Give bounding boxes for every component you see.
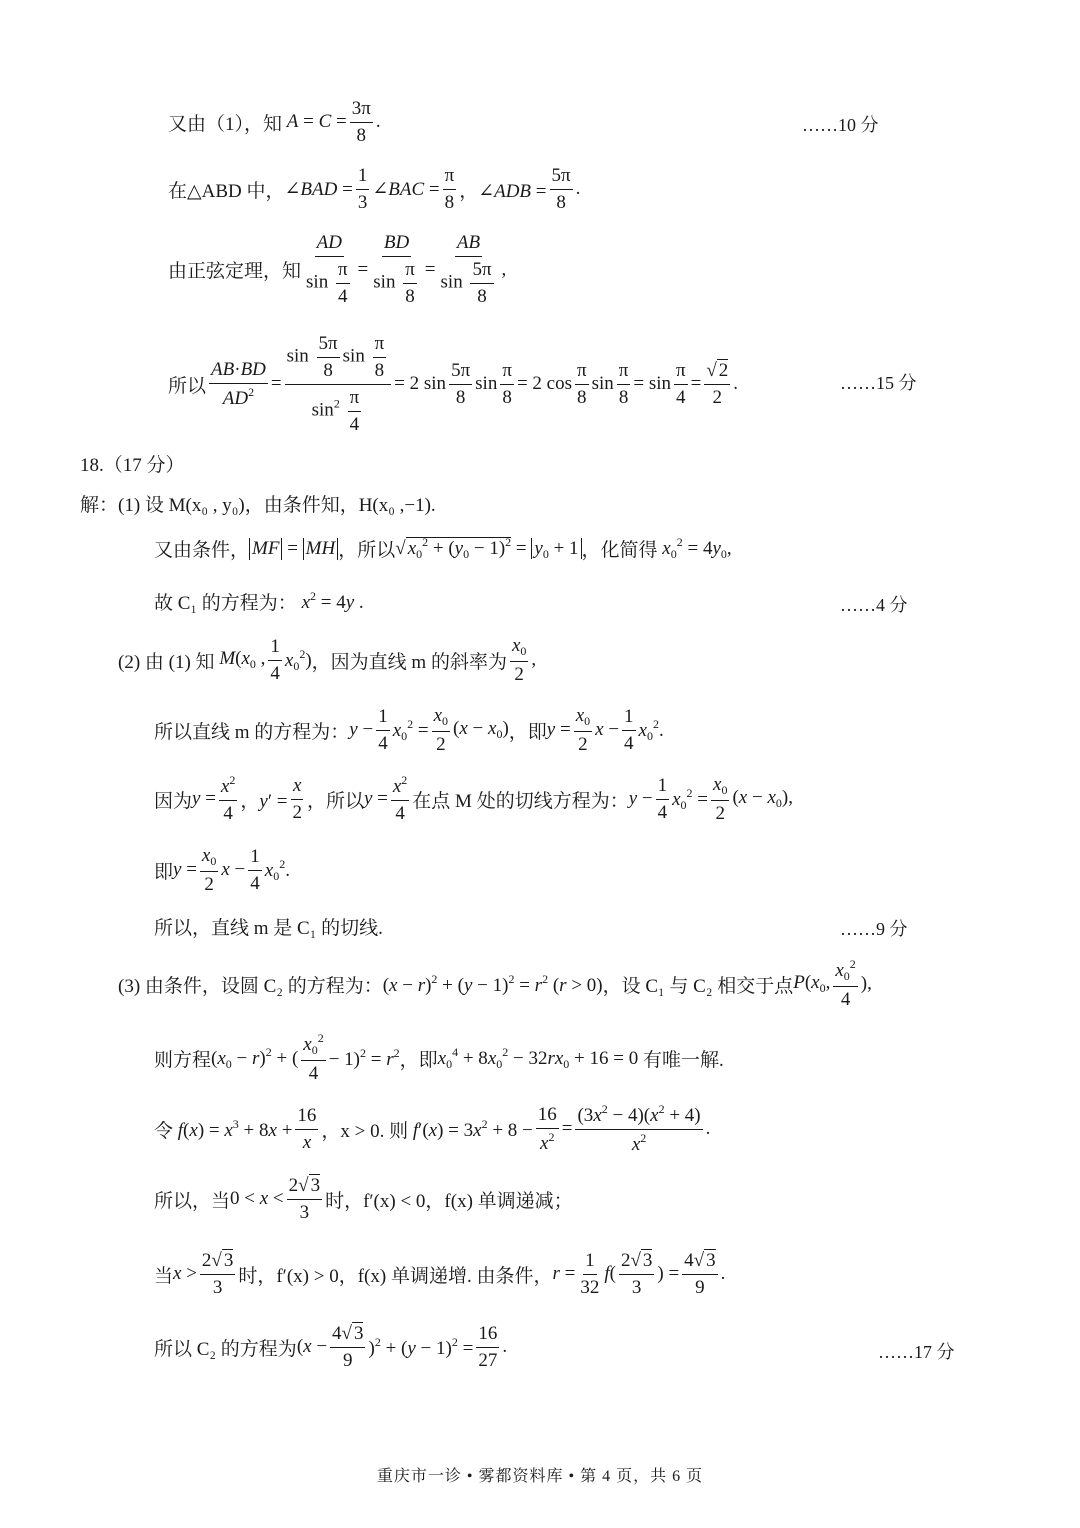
q18-p2-line-2: 所以直线 m 的方程为： y − $\frac{1}{4}$ $x_0^2$ = $\frac{x_0}{2}$ $(x - x_0)$ ，即 y = $\frac{x_0}{2}$ x − $\frac{1}{4}$ $x_0^2$.	[154, 705, 664, 755]
line-2: 在△ABD 中， ∠BAD = $\frac{1}{3}$ ∠BAC = $\frac{\pi}{8}$ ，∠ADB = $\frac{5\pi}{8}$ .	[168, 165, 581, 213]
fraction: $\frac{\pi}{8}$	[576, 359, 587, 408]
text: 当	[154, 1265, 174, 1287]
fraction: $\frac{5\pi}{8}$	[551, 165, 571, 213]
text: 时，f′(x) < 0，f(x) 单调递减；	[325, 1190, 573, 1212]
fraction: $\frac{\pi}{8}$	[618, 359, 629, 408]
fraction: $\frac{x}{2}$	[292, 775, 302, 823]
fraction: $\frac{x_0}{2}$	[433, 705, 449, 755]
page-footer: 重庆市一诊 • 雾都资料库 • 第 4 页，共 6 页	[376, 1468, 704, 1485]
fraction: $\frac{1}{32}$	[580, 1250, 600, 1298]
text: 故 C₁ 的方程为：	[154, 593, 297, 614]
fraction: $\frac{2√ 3}{3}$	[201, 1250, 234, 1298]
fraction: $\frac{(3x^2 - 4)(x^2 + 4)}{x^2}$	[577, 1102, 701, 1155]
line-1: 又由（1），知 A = C = $\frac{3\pi}{8}$ .	[168, 98, 381, 146]
fraction: $\frac{5\pi}{8}$	[451, 359, 471, 408]
q18-p3-line-5: 当 x > $\frac{2√ 3}{3}$ 时，f′(x) > 0，f(x) 单调递增. 由条件， r = $\frac{1}{32}$ f( $\frac{2√ 3}{3}$ ) = $\frac{4√ 3}{9}$ .	[154, 1250, 726, 1298]
fraction: $\frac{1}{4}$	[378, 705, 388, 754]
text: 令	[154, 1120, 174, 1142]
fraction: AD sin $\frac{\pi}{4}$	[306, 232, 348, 307]
text: 则方程	[154, 1049, 212, 1071]
fraction: $\frac{x_0^2}{4}$	[303, 1031, 324, 1084]
text: ，化简得	[581, 540, 658, 561]
fraction: $\frac{x_0}{2}$	[201, 845, 217, 895]
q18-p3-line-1: (3) 由条件，设圆 C₂ 的方程为： $(x - r)^2 + (y - 1)^2 = r^2$ (r > 0) ，设 C₁ 与 C₂ 相交于点 $P(x_0$, $\frac{x_0^2}{4}$ ),	[118, 957, 872, 1010]
fraction: $\frac{x^2}{4}$	[392, 773, 408, 824]
fraction: $\frac{1}{3}$	[357, 165, 368, 213]
text: ，所以	[306, 790, 364, 812]
text: ，即	[399, 1049, 438, 1071]
q18-p3-line-2: 则方程 $(x_0 - r)^2$ + ( $\frac{x_0^2}{4}$ − $1)^2 = r^2$ ，即 $x_0^4 + 8x_0^2 - 32rx_0 + 16 = 0$ 有唯一解.	[154, 1031, 724, 1084]
text: ，x > 0. 则	[321, 1120, 409, 1142]
score-4: ……4 分	[840, 595, 908, 615]
fraction: BD sin $\frac{\pi}{8}$	[373, 232, 415, 307]
fraction: $\frac{2√ 3}{3}$	[288, 1175, 321, 1223]
q18-p2-line-4: 即 y = $\frac{x_0}{2}$ x − $\frac{1}{4}$ $x_0^2$.	[154, 845, 290, 895]
text: ，即	[508, 721, 547, 743]
math: ∠BAD =	[284, 178, 353, 200]
fraction: $\frac{16}{x^2}$	[537, 1104, 557, 1154]
line-3: 由正弦定理，知 AD sin $\frac{\pi}{4}$ = BD sin $\frac{\pi}{8}$ = AB sin $\frac{5\pi}{8}$ ,	[168, 232, 507, 307]
line-4: 所以 $\frac{AB\cdot BD}{AD^2}$ = sin $\frac{5\pi}{8}$ sin $\frac{\pi}{8}$ $\sin^2$ $\frac{\pi}{4}$ = 2 sin $\frac{5\pi}{8}$ sin $\frac{\pi}{8}$ = 2 cos $\frac{\pi}{8}$ sin $\frac{\pi}{8}$ = sin $\frac{\pi}{4}$ = $\frac{√ 2}{2}$ .	[168, 333, 738, 435]
fraction: sin $\frac{5\pi}{8}$ sin $\frac{\pi}{8}$ $\sin^2$ $\frac{\pi}{4}$	[285, 333, 392, 435]
text: 所以 C₂ 的方程为	[154, 1338, 297, 1360]
q18-p2-line-1: (2) 由 (1) 知 $M(x_0$ , $\frac{1}{4}$ $x_0^2$) ，因为直线 m 的斜率为 $\frac{x_0}{2}$ ,	[118, 635, 537, 685]
fraction: $\frac{1}{4}$	[270, 635, 280, 684]
q18-p2-line-3: 因为 y = $\frac{x^2}{4}$ ，y′ = $\frac{x}{2}$ ，所以 y = $\frac{x^2}{4}$ 在点 M 处的切线方程为： y − $\frac{1}{4}$ $x_0^2$ = $\frac{x_0}{2}$ $(x - x_0)$,	[154, 773, 793, 824]
fraction: $\frac{\pi}{4}$	[676, 359, 686, 408]
text: 又由（1），知	[168, 113, 283, 135]
text: 又由条件，	[154, 540, 250, 561]
text: 因为	[154, 790, 193, 812]
math: A = C =	[286, 111, 347, 133]
text: 有唯一解.	[642, 1049, 724, 1071]
fraction: $\frac{AB\cdot BD}{AD^2}$	[211, 358, 266, 409]
text: 在点 M 处的切线方程为：	[412, 790, 629, 812]
q18-p3-line-4: 所以，当 0 < x < $\frac{2√ 3}{3}$ 时，f′(x) < 0，f(x) 单调递减；	[154, 1175, 573, 1223]
fraction: $\frac{16}{x}$	[297, 1105, 317, 1153]
text: ，所以	[338, 540, 396, 561]
score-15: ……15 分	[840, 373, 917, 393]
fraction: $\frac{x^2}{4}$	[220, 773, 236, 824]
text: 即	[154, 861, 174, 883]
q18-p3-line-6: 所以 C₂ 的方程为 (x − $\frac{4√ 3}{9}$ )$^2 + (y - 1)^2$ = $\frac{16}{27}$ .	[154, 1323, 508, 1371]
fraction: AB sin $\frac{5\pi}{8}$	[440, 232, 492, 307]
fraction: $\frac{x_0}{2}$	[511, 635, 527, 685]
text: 在△ABD 中，	[168, 180, 285, 202]
q18-p2-line-5: 所以，直线 m 是 C₁ 的切线.	[154, 918, 383, 939]
fraction: $\frac{1}{4}$	[250, 845, 260, 894]
fraction: $\frac{2√ 3}{3}$	[620, 1250, 653, 1298]
q18-title: 18.（17 分）	[80, 455, 185, 476]
text: 时，f′(x) > 0，f(x) 单调递增. 由条件，	[238, 1265, 553, 1287]
text: 由正弦定理，知	[168, 261, 302, 283]
text: ，设 C₁ 与 C₂ 相交于点	[602, 975, 794, 997]
fraction: $\frac{\pi}{8}$	[444, 165, 455, 213]
fraction: $\frac{x_0}{2}$	[575, 705, 591, 755]
fraction: $\frac{1}{4}$	[624, 705, 634, 754]
text: 所以直线 m 的方程为：	[154, 721, 350, 743]
text: ，因为直线 m 的斜率为	[311, 651, 507, 673]
text: 所以	[168, 375, 207, 397]
text: (3) 由条件，设圆 C₂ 的方程为：	[118, 975, 383, 997]
fraction: $\frac{x_0^2}{4}$	[835, 957, 856, 1010]
score-10: ……10 分	[802, 115, 879, 135]
fraction: $\frac{√ 2}{2}$	[706, 359, 729, 408]
fraction: $\frac{1}{4}$	[657, 775, 668, 823]
fraction: $\frac{x_0}{2}$	[713, 774, 728, 824]
fraction: $\frac{4√ 3}{9}$	[684, 1250, 716, 1298]
text: (2) 由 (1) 知	[118, 651, 215, 673]
fraction: $\frac{\pi}{8}$	[502, 359, 512, 408]
score-9: ……9 分	[840, 919, 908, 939]
fraction: $\frac{3\pi}{8}$	[351, 98, 371, 146]
q18-p3-line-3: 令 $f(x) = x^3 + 8x$ + $\frac{16}{x}$ ，x > 0. 则 $f'(x) = 3x^2 + 8$ − $\frac{16}{x^2}$ = $\frac{(3x^2 - 4)(x^2 + 4)}{x^2}$ .	[154, 1102, 711, 1155]
q18-line-3: 故 C₁ 的方程为： $x^2 = 4y$ .	[154, 589, 364, 614]
score-17: ……17 分	[878, 1342, 955, 1362]
q18-line-2: 又由条件， MF = MH ，所以 √ $x_0^2 + (y_0 - 1)^2 = y_0 + 1$ ，化简得 $x_0^2 = 4y_0$,	[154, 535, 732, 561]
text: 所以，当	[154, 1190, 231, 1212]
fraction: $\frac{16}{27}$	[478, 1323, 498, 1371]
q18-line-1: 解：(1) 设 M(x₀ , y₀)，由条件知，H(x₀ ,−1).	[80, 495, 436, 516]
fraction: $\frac{4√ 3}{9}$	[332, 1323, 364, 1371]
